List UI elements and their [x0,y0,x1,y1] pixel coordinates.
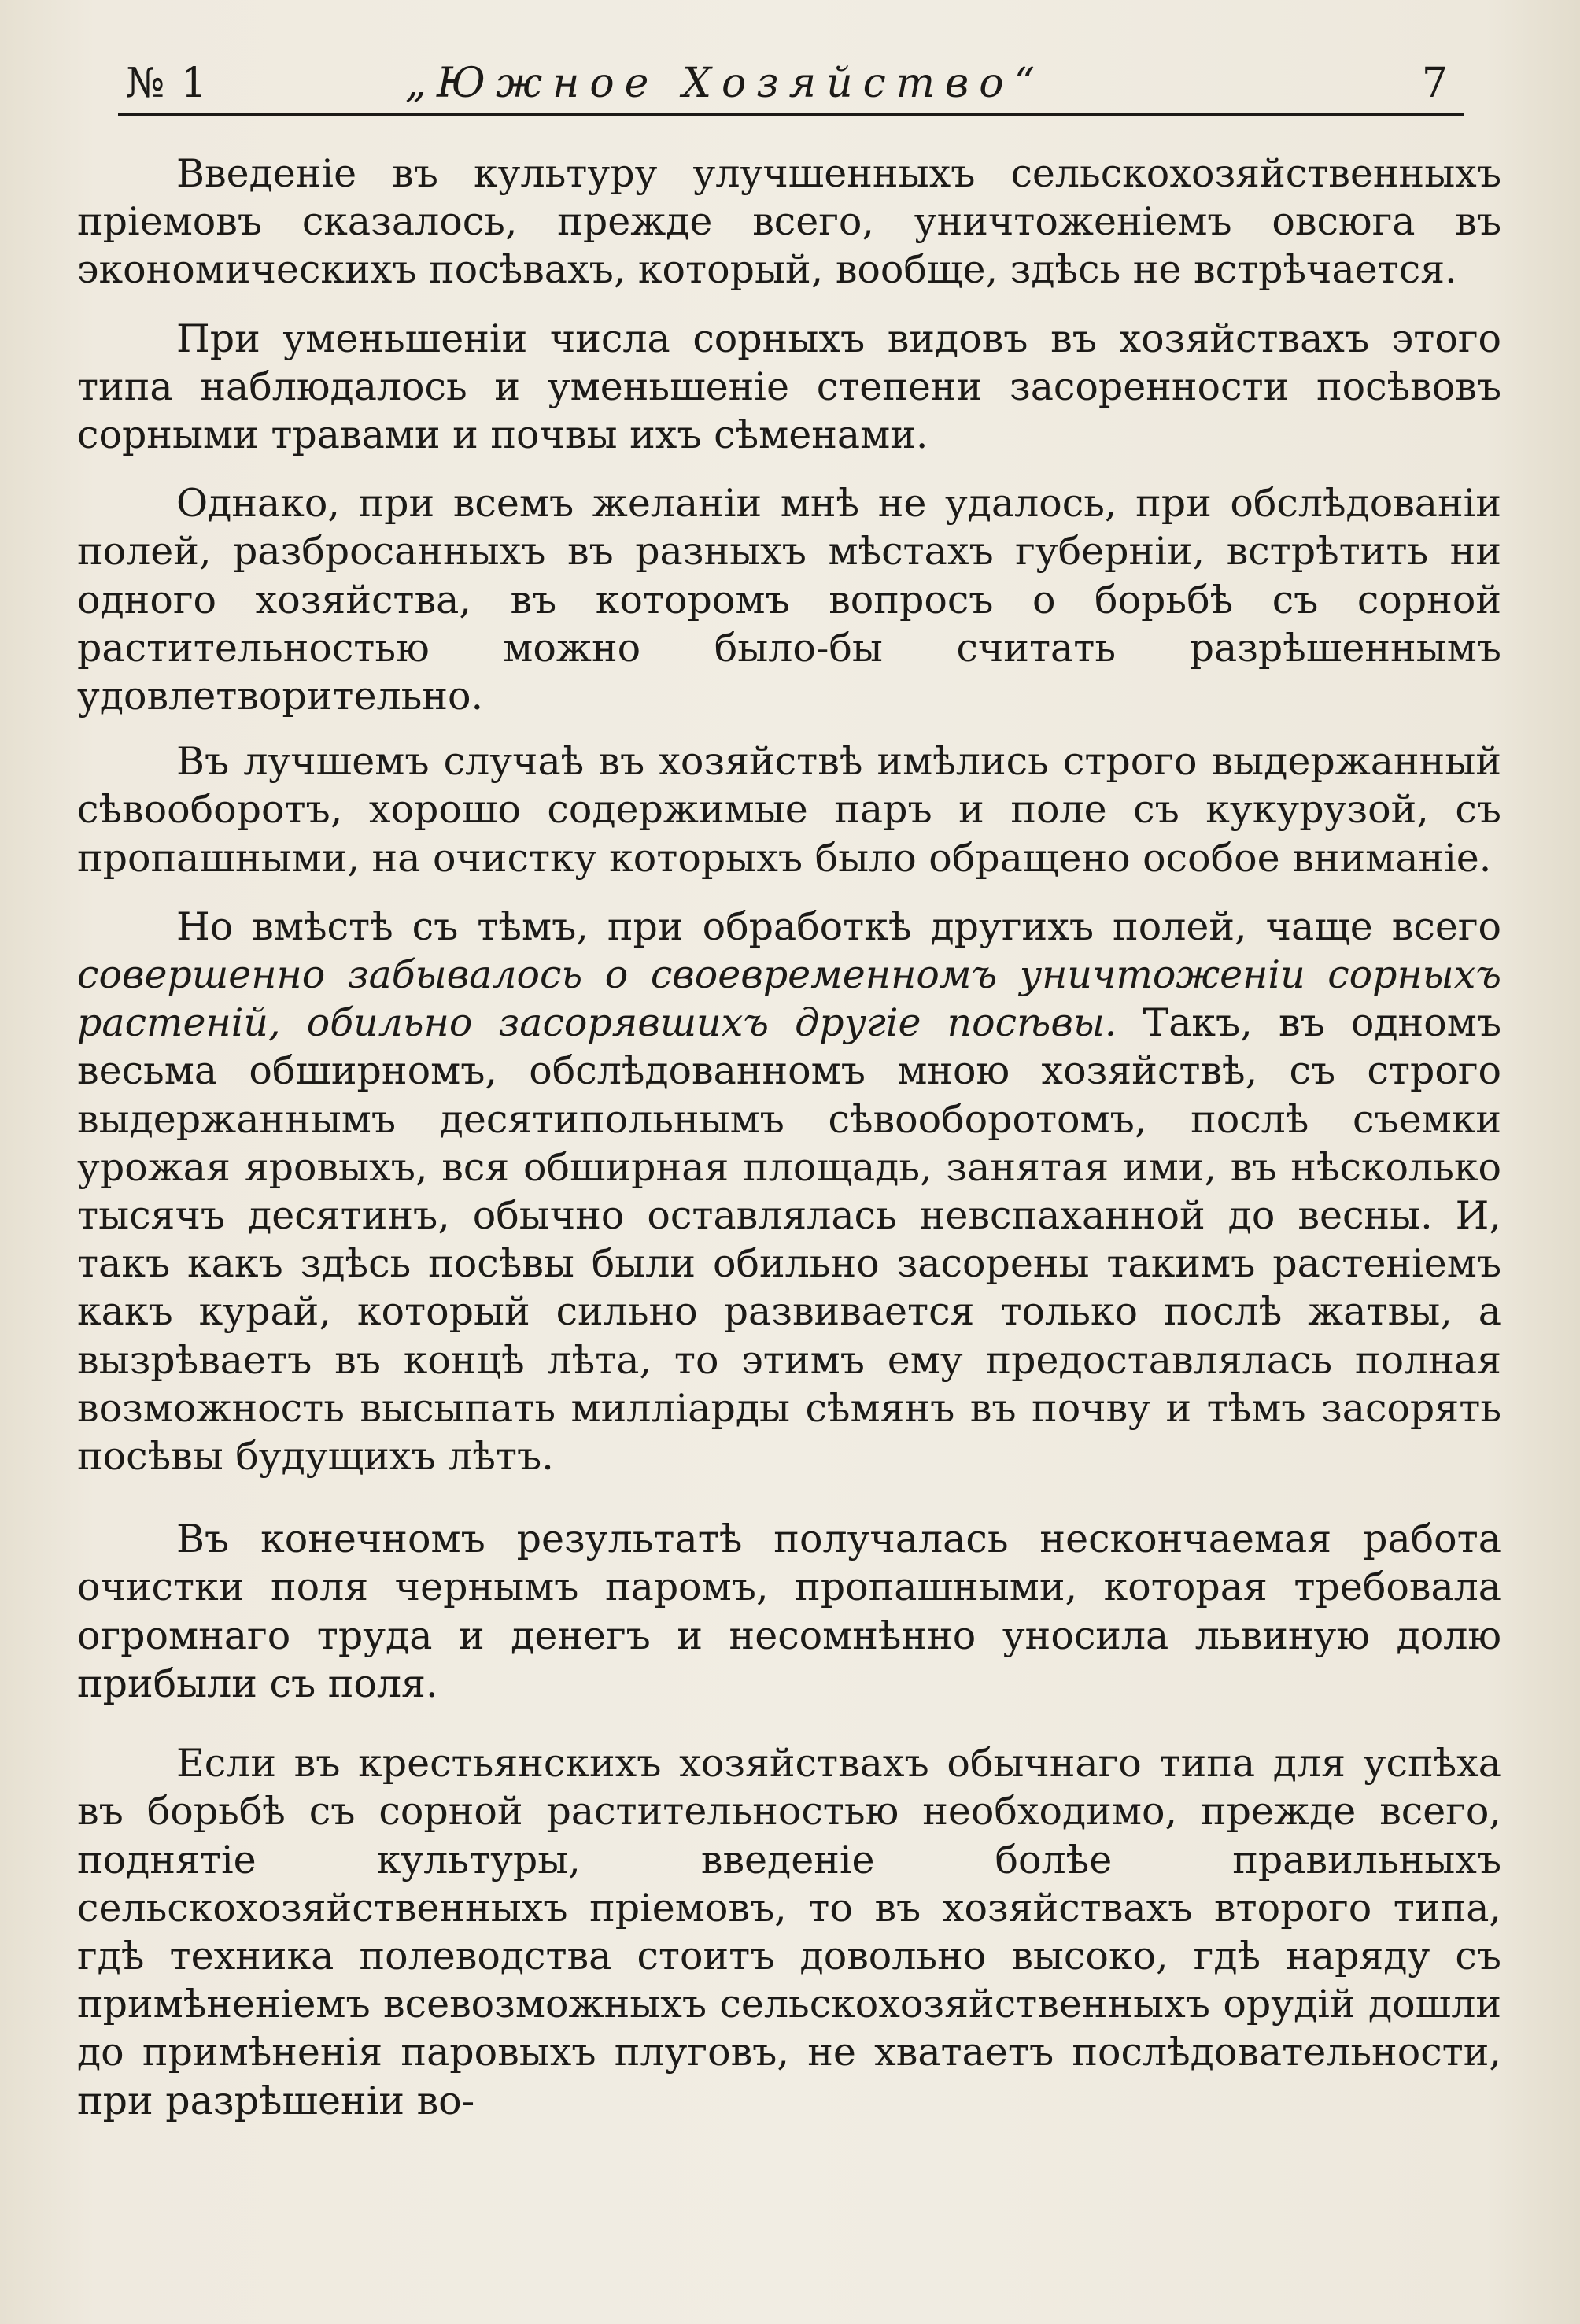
paragraph-5-rest: Такъ, въ одномъ весьма обширномъ, обслѣдованномъ мною хозяйствѣ, съ строго выдержаннымъ десятипольнымъ сѣвооборотомъ, послѣ съемки урожая яровыхъ, вся обширная площадь, занятая ими, въ нѣсколько тысячъ десятинъ, обычно оставлялась невспаханной до весны. И, такъ какъ здѣсь посѣвы были обильно засорены такимъ растенiемъ какъ курай, который сильно развивается только послѣ жатвы, а вызрѣваетъ въ концѣ лѣта, то этимъ ему предоставлялась полная возможность высыпать миллiарды сѣмянъ въ почву и тѣмъ засорять посѣвы будущихъ лѣтъ. [77,1000,1501,1480]
header-rule [118,113,1464,116]
body-text [77,150,1501,2163]
paragraph-4: Въ лучшемъ случаѣ въ хозяйствѣ имѣлись строго выдержанный сѣвооборотъ, хорошо содержимые паръ и поле съ кукурузой, съ пропашными, на очистку которыхъ было обращено особое вниманiе. [77,739,1501,881]
paragraph-2: При уменьшенiи числа сорныхъ видовъ въ хозяйствахъ этого типа наблюдалось и уменьшенiе степени засоренности посѣвовъ сорными травами и почвы ихъ сѣменами. [77,316,1501,458]
paragraph-5-emphasis: совершенно забывалось о своевременномъ уничтоженiи сорныхъ растенiй, обильно засорявшихъ другiе посѣвы. [77,952,1501,1046]
paragraph-1: Введенiе въ культуру улучшенныхъ сельскохозяйственныхъ прiемовъ сказалось, прежде всего, уничтоженiемъ овсюга въ экономическихъ посѣвахъ, который, вообще, здѣсь не встрѣчается. [77,151,1501,293]
paragraph-5 [77,903,1501,1480]
paragraph-7: Если въ крестьянскихъ хозяйствахъ обычнаго типа для успѣха въ борьбѣ съ сорной растительностью необходимо, прежде всего, поднятiе культуры, введенiе болѣе правильныхъ сельскохозяйственныхъ прiемовъ, то въ хозяйствахъ второго типа, гдѣ техника полеводства стоитъ довольно высоко, гдѣ наряду съ примѣненiемъ всевозможныхъ сельскохозяйственныхъ орудiй дошли до примѣненiя паровыхъ плуговъ, не хватаетъ послѣдовательности, при разрѣшенiи во- [77,1741,1501,2123]
paragraph-3: Однако, при всемъ желанiи мнѣ не удалось, при обслѣдованiи полей, разбросанныхъ въ разныхъ мѣстахъ губернiи, встрѣтить ни одного хозяйства, въ которомъ вопросъ о борьбѣ съ сорной растительностью можно было-бы считать разрѣшеннымъ удовлетворительно. [77,481,1501,719]
paragraph-6: Въ конечномъ результатѣ получалась нескончаемая работа очистки поля чернымъ паромъ, пропашными, которая требовала огромнаго труда и денегъ и несомнѣнно уносила львиную долю прибыли съ поля. [77,1517,1501,1706]
issue-number: № 1 [126,60,209,107]
page-number: 7 [1421,60,1448,107]
journal-title: „Южное Хозяйство“ [405,60,1046,107]
running-header [126,58,1448,109]
paragraph-5-lead: Но вмѣстѣ съ тѣмъ, при обработкѣ другихъ полей, чаще всего [176,903,1501,949]
